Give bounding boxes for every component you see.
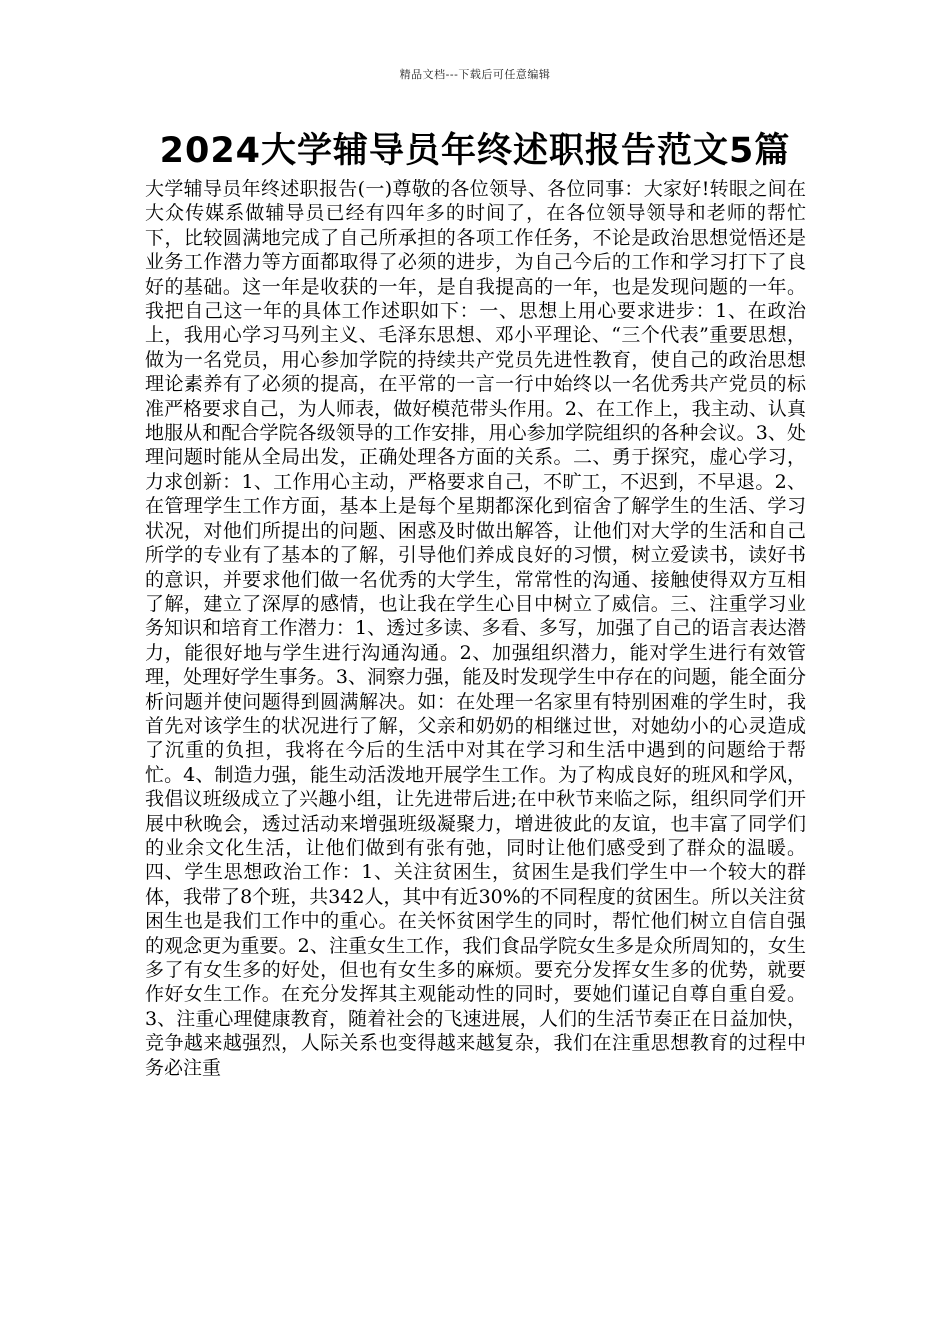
body-paragraph: 大学辅导员年终述职报告(一)尊敬的各位领导、各位同事：大家好!转眼之间在大众传媒系做辅导员已经有四年多的时间了，在各位领导领导和老师的帮忙下，比较圆满地完成了自己所承担的各项工作任务，不论是政治思想觉悟还是业务工作潜力等方面都取得了必须的进步，为自己今后的工作和学习打下了良好的基础。这一年是收获的一年，是自我提高的一年，也是发现问题的一年。我把自己这一年的具体工作述职如下：一、思想上用心要求进步：1、在政治上，我用心学习马列主义、毛泽东思想、邓小平理论、“三个代表”重要思想，做为一名党员，用心参加学院的持续共产党员先进性教育，使自己的政治思想理论素养有了必须的提高，在平常的一言一行中始终以一名优秀共产党员的标准严格要求自己，为人师表，做好模范带头作用。2、在工作上，我主动、认真地服从和配合学院各级领导的工作安排，用心参加学院组织的各种会议。3、处理问题时能从全局出发，正确处理各方面的关系。二、勇于探究，虚心学习，力求创新：1、工作用心主动，严格要求自己，不旷工，不迟到，不早退。2、在管理学生工作方面，基本上是每个星期都深化到宿舍了解学生的生活、学习状况，对他们所提出的问题、困惑及时做出解答，让他们对大学的生活和自己所学的专业有了基本的了解，引导他们养成良好的习惯，树立爱读书，读好书的意识，并要求他们做一名优秀的大学生，常常性的沟通、接触使得双方互相了解，建立了深厚的感情，也让我在学生心目中树立了威信。三、注重学习业务知识和培育工作潜力：1、透过多读、多看、多写，加强了自己的语言表达潜力，能很好地与学生进行沟通沟通。2、加强组织潜力，能对学生进行有效管理，处理好学生事务。3、洞察力强，能及时发现学生中存在的问题，能全面分析问题并使问题得到圆满解决。如：在处理一名家里有特别困难的学生时，我首先对该学生的状况进行了解，父亲和奶奶的相继过世，对她幼小的心灵造成了沉重的负担，我将在今后的生活中对其在学习和生活中遇到的问题给于帮忙。4、制造力强，能生动活泼地开展学生工作。为了构成良好的班风和学风，我倡议班级成立了兴趣小组，让先进带后进;在中秋节来临之际，组织同学们开展中秋晚会，透过活动来增强班级凝聚力，增进彼此的友谊，也丰富了同学们的业余文化生活，让他们做到有张有弛，同时让他们感受到了群众的温暖。四、学生思想政治工作：1、关注贫困生，贫困生是我们学生中一个较大的群体，我带了8个班，共342人，其中有近30%的不同程度的贫困生。所以关注贫困生也是我们工作中的重心。在关怀贫困学生的同时，帮忙他们树立自信自强的观念更为重要。2、注重女生工作，我们食品学院女生多是众所周知的，女生多了有女生多的好处，但也有女生多的麻烦。要充分发挥女生多的优势，就要作好女生工作。在充分发挥其主观能动性的同时，要她们谨记自尊自重自爱。3、注重心理健康教育，随着社会的飞速进展，人们的生活节奏正在日益加快，竞争越来越强烈，人际关系也变得越来越复杂，我们在注重思想教育的过程中务必注重: [145, 178, 806, 1079]
document-title: 2024大学辅导员年终述职报告范文5篇: [159, 131, 791, 171]
header-note: 精品文档---下载后可任意编辑: [399, 68, 551, 81]
